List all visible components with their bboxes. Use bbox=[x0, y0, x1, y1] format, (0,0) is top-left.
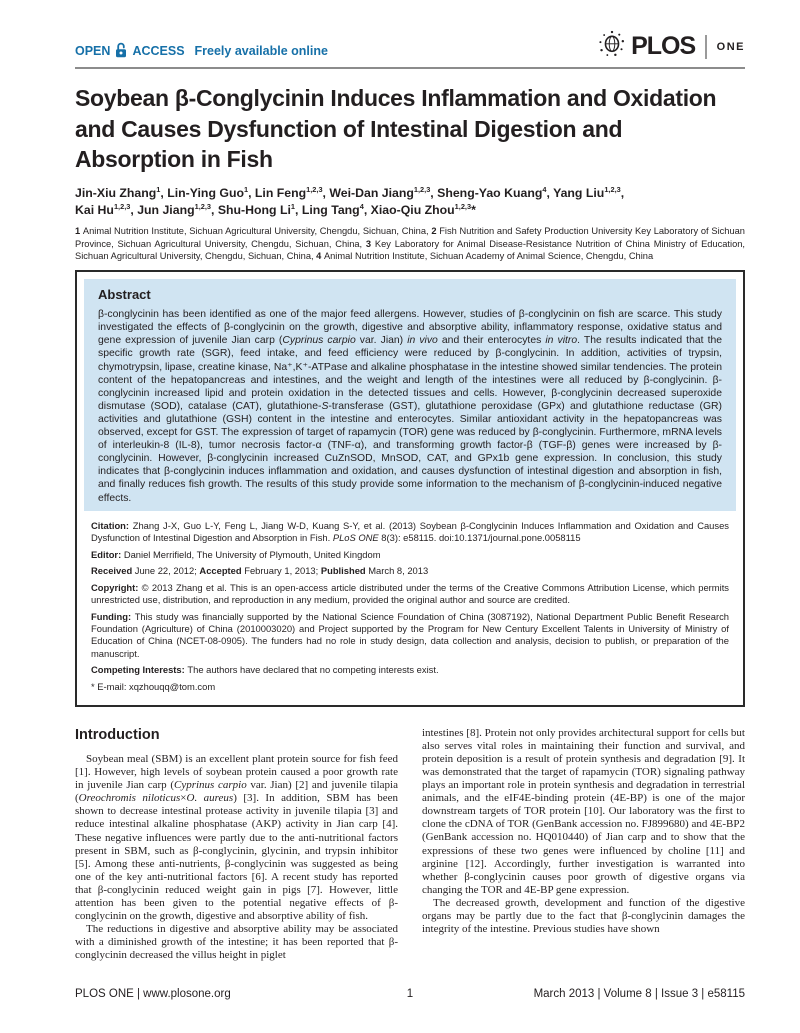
right-column bbox=[422, 727, 745, 963]
article-body bbox=[75, 727, 745, 963]
intro-paragraph-4: The decreased growth, development and function of the digestive organs may be partly due to the fact that β-conglycinin damages the integrity of the intestine. Previous studies have shown bbox=[422, 896, 745, 935]
funding-line: Funding: This study was financially supported by the National Science Foundation of China (3087192), National Department Public Benefit Research Foundation (Agriculture) of China (2010003020) and Project supported by the Program for New Century Excellent Talents in University of Ministry of Education of China (NCET-08-0905). The funders had no role in study design, data collection and analysis, decision to publish, or preparation of the manuscript. bbox=[91, 611, 729, 659]
footer-page-number: 1 bbox=[406, 988, 414, 1000]
footer-journal-url: PLOS ONE | www.plosone.org bbox=[75, 988, 231, 1000]
header-rule bbox=[75, 67, 745, 69]
plos-globe-icon bbox=[598, 30, 626, 63]
competing-interests-line: Competing Interests: The authors have declared that no competing interests exist. bbox=[91, 664, 439, 676]
copyright-line: Copyright: © 2013 Zhang et al. This is an open-access article distributed under the terms of the Creative Commons Attribution License, which permits unrestricted use, distribution, and reproduction in any medium, provided the original author and source are credited. bbox=[91, 582, 729, 606]
intro-paragraph-2: The reductions in digestive and absorptive ability may be associated with a diminished growth of the intestine; it has been reported that β-conglycinin decreased the villus height in piglet bbox=[75, 923, 398, 962]
plos-one-logo bbox=[598, 30, 745, 63]
article-title: Soybean β-Conglycinin Induces Inflammation and Oxidation and Causes Dysfunction of Intestinal Digestion and Absorption in Fish bbox=[75, 85, 717, 173]
open-access-banner bbox=[75, 42, 328, 63]
abstract-box bbox=[75, 270, 745, 707]
abstract-text: β-conglycinin has been identified as one of the major feed allergens. However, studies of β-conglycinin on fish are scarce. This study investigated the effects of β-conglycinin on the growth, digestive and absorptive ability, inflammatory response, oxidative status and gene expression of juvenile Jian carp (Cyprinus carpio var. Jian) in vivo and their enterocytes in vitro. The results indicated that the specific growth rate (SGR), feed intake, and feed efficiency were reduced by β-conglycinin. In addition, activities of trypsin, chymotrypsin, lipase, creatine kinase, Na⁺,K⁺-ATPase and alkaline phosphatase in the intestine showed similar tendencies. The protein content of the hepatopancreas and intestines, and the weight and length of the intestines were all reduced by β-conglycinin. β-conglycinin increased lipid and protein oxidation in the detected tissues and cells. However, β-conglycinin decreased superoxide dismutase (SOD), catalase (CAT), glutathione-S-transferase (GST), glutathione peroxidase (GPx) and glutathione reductase (GR) activities and glutathione (GSH) content in the intestine and enterocytes. Similar antioxidant activity in the hepatopancreas was observed, except for GST. The expression of target of rapamycin (TOR) gene was reduced by β-conglycinin. Furthermore, mRNA levels of interleukin-8 (IL-8), tumor necrosis factor-α (TNF-α), and transforming growth factor-β (TGF-β) genes were increased by β-conglycinin. However, β-conglycinin increased CuZnSOD, MnSOD, CAT, and GPx1b gene expression. In conclusion, this study indicates that β-conglycinin induces inflammation and oxidation, and causes dysfunction of intestinal digestion and absorption in fish, and finally reduces fish growth. The results of this study provide some information to the mechanism of β-conglycinin-induced negative effects. bbox=[98, 309, 723, 504]
editor-line: Editor: Daniel Merrifield, The University of Plymouth, United Kingdom bbox=[91, 548, 381, 560]
open-lock-icon bbox=[114, 42, 128, 59]
left-column bbox=[75, 727, 398, 963]
author-list: Jin-Xiu Zhang$^1$, Lin-Ying Guo$^1$, Lin Feng$^{1,2,3}$, Wei-Dan Jiang$^{1,2,3}$, Sheng-Yao Kuang$^4$, Yang Liu$^{1,2,3}$, Kai Hu$^{1,2,3}$, Jun Jiang$^{1,2,3}$, Shu-Hong Li$^1$, Ling Tang$^4$, Xiao-Qiu Zhou$^{1,2,3}$* bbox=[75, 184, 625, 217]
affiliations: 1 Animal Nutrition Institute, Sichuan Agricultural University, Chengdu, Sichuan, China, 2 Fish Nutrition and Safety Production University Key Laboratory of Sichuan Province, Sichuan Agricultural University, Chengdu, Sichuan, China, 3 Key Laboratory for Animal Disease-Resistance Nutrition of China Ministry of Education, Sichuan Agricultural University, Chengdu, Sichuan, China, 4 Animal Nutrition Institute, Sichuan Academy of Animal Science, Chengdu, China bbox=[75, 226, 746, 262]
plos-wordmark: PLOS bbox=[631, 32, 696, 60]
footer-issue-info: March 2013 | Volume 8 | Issue 3 | e58115 bbox=[533, 988, 745, 1000]
page-footer bbox=[75, 988, 745, 1000]
article-meta bbox=[84, 511, 736, 694]
introduction-heading: Introduction bbox=[75, 726, 160, 743]
open-access-label-access: ACCESS bbox=[132, 43, 185, 58]
abstract-panel bbox=[84, 279, 736, 511]
logo-divider bbox=[705, 35, 707, 59]
open-access-label-open: OPEN bbox=[75, 43, 111, 58]
intro-paragraph-3: intestines [8]. Protein not only provides architectural support for cells but also serves vital roles in maintaining their function and survival, and protein deposition is a result of protein synthesis and degradation [9]. It was demonstrated that the target of rapamycin (TOR) signaling pathway plays an important role in protein synthesis and degradation in terrestrial animals, and the eIF4E-binding protein (4E-BP) is one of the major downstream targets of TOR protein [10]. Our laboratory was the first to clone the cDNA of TOR (GenBank accession no. FJ899680) and 4E-BP2 (GenBank accession no. HQ010440) of Jian carp and to show that the expressions of these two genes were influenced by choline [11] and arginine [12]. Accordingly, further investigation is warranted into whether β-conglycinin causes poor growth of digestive organs via changing the TOR and 4E-BP gene expression. bbox=[422, 726, 745, 896]
one-wordmark: ONE bbox=[716, 40, 745, 53]
history-line: Received June 22, 2012; Accepted February 1, 2013; Published March 8, 2013 bbox=[91, 565, 429, 577]
page-header bbox=[75, 30, 745, 63]
freely-available-label: Freely available online bbox=[194, 43, 328, 58]
intro-paragraph-1: Soybean meal (SBM) is an excellent plant protein source for fish feed [1]. However, high levels of soybean protein caused a poor growth rate in juvenile Jian carp (Cyprinus carpio var. Jian) [2] and juvenile tilapia (Oreochromis niloticus×O. aureus) [3]. In addition, SBM has been shown to decrease intestinal protease activity in juvenile tilapia [3] and reduce intestinal alkaline phosphatase (AKP) activity in Jian carp [4]. These negative influences were partly due to the anti-nutritional factors present in SBM, such as β-conglycinin, glycinin, and trypsin inhibitor [5]. Among these anti-nutrients, β-conglycinin was suggested as being one of the key anti-nutritional factors [6]. A recent study has reported that β-conglycinin reduced weight gain in pigs [7]. However, little attention has been given to the potential negative effects of β-conglycinin on the growth, digestive and absorptive ability of fish. bbox=[75, 753, 398, 923]
abstract-heading: Abstract bbox=[98, 287, 151, 303]
email-line: * E-mail: xqzhouqq@tom.com bbox=[91, 681, 216, 693]
citation-line: Citation: Zhang J-X, Guo L-Y, Feng L, Jiang W-D, Kuang S-Y, et al. (2013) Soybean β-Conglycinin Induces Inflammation and Oxidation and Causes Dysfunction of Intestinal Digestion and Absorption in Fish. PLoS ONE 8(3): e58115. doi:10.1371/journal.pone.0058115 bbox=[91, 519, 729, 543]
